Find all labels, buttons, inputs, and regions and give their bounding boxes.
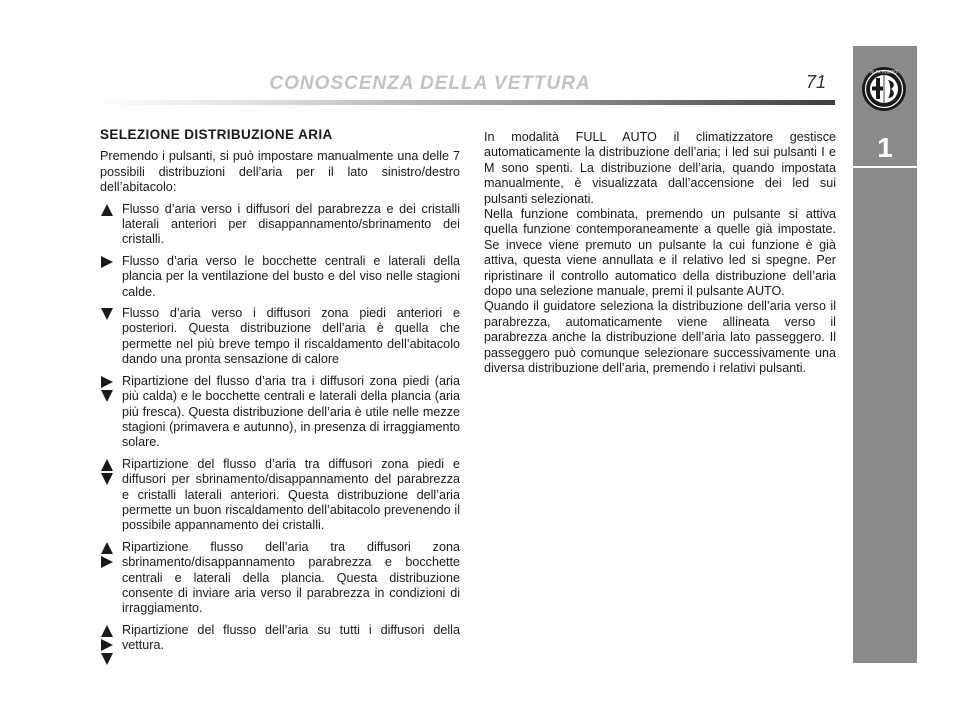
distribution-item-text: Flusso d’aria verso i diffusori zona piedi anteriori e posteriori. Questa distribuzione dell’aria è quella che permette nel più breve tempo il riscaldamento dell’abitacolo dando una pronta sensazione di calore — [122, 306, 460, 367]
distribution-item-text: Ripartizione flusso dell’aria tra diffusori zona sbrinamento/disappannamento parabrezza e bocchette centrali e laterali della plancia. Questa distribuzione consente di inviare aria verso il parabrezza in condizioni di irraggiamento. — [122, 539, 460, 616]
distribution-item-text: Ripartizione del flusso d’aria tra i diffusori zona piedi (aria più calda) e le bocchette centrali e laterali della plancia (aria più fresca). Questa distribuzione dell’aria è utile nelle mezze stagioni (primavera e autunno), in presenza di irraggiamento solare. — [122, 373, 460, 450]
triangle-down-icon — [100, 389, 114, 403]
distribution-item-text: Ripartizione del flusso d’aria tra diffusori zona piedi e diffusori per sbrinamento/disappannamento del parabrezza e cristalli laterali anteriori. Questa distribuzione dell’aria permette un buon riscaldamento dell’abitacolo prevenendo il possibile appannamento dei cristalli. — [122, 456, 460, 533]
triangle-up-icon — [100, 624, 114, 638]
distribution-item-text: Flusso d’aria verso le bocchette centrali e laterali della plancia per la ventilazione del busto e del viso nelle stagioni calde. — [122, 253, 460, 299]
triangle-up-icon — [100, 541, 114, 555]
airflow-icons — [100, 623, 122, 666]
triangle-down-icon — [100, 307, 114, 321]
triangle-right-icon — [100, 255, 114, 269]
section-title: SELEZIONE DISTRIBUZIONE ARIA — [100, 127, 333, 142]
triangle-right-icon — [100, 638, 114, 652]
distribution-item-text: Ripartizione del flusso dell’aria su tutti i diffusori della vettura. — [122, 622, 460, 653]
triangle-right-icon — [100, 555, 114, 569]
triangle-up-icon — [100, 458, 114, 472]
airflow-icons — [100, 540, 122, 617]
body-paragraph: In modalità FULL AUTO il climatizzatore gestisce automaticamente la distribuzione dell’aria; i led sui pulsanti I e M sono spenti. La distribuzione dell’aria, quando impostata manualmente, è visualizzata dall’accensione dei led sui pulsanti selezionati. — [484, 130, 836, 206]
body-paragraph: Quando il guidatore seleziona la distribuzione dell’aria verso il parabrezza, automaticamente viene allineata verso il parabrezza anche la distribuzione dell’aria lato passeggero. Il passeggero può comunque selezionare successivamente una diversa distribuzione dell’aria, premendo i relativi pulsanti. — [484, 299, 836, 376]
page-number: 71 — [806, 72, 827, 92]
triangle-up-icon — [100, 203, 114, 217]
airflow-icons — [100, 374, 122, 451]
chapter-number: 1 — [877, 132, 893, 163]
distribution-item — [100, 623, 460, 666]
distribution-item — [100, 374, 460, 451]
airflow-icons — [100, 457, 122, 534]
distribution-item — [100, 202, 460, 248]
triangle-down-icon — [100, 652, 114, 666]
header-title: CONOSCENZA DELLA VETTURA — [269, 73, 591, 94]
distribution-item — [100, 540, 460, 617]
triangle-down-icon — [100, 472, 114, 486]
chapter-side-tab — [853, 46, 917, 663]
alfa-romeo-badge-icon — [861, 66, 907, 112]
airflow-icons — [100, 254, 122, 300]
intro-paragraph: Premendo i pulsanti, si può impostare manualmente una delle 7 possibili distribuzioni dell’aria per il lato sinistro/destro dell’abitacolo: — [100, 149, 460, 195]
distribution-item — [100, 254, 460, 300]
distribution-item-text: Flusso d’aria verso i diffusori del parabrezza e dei cristalli laterali anteriori per disappannamento/sbrinamento dei cristalli. — [122, 201, 460, 247]
header-rule — [98, 100, 835, 105]
airflow-icons — [100, 202, 122, 248]
triangle-right-icon — [100, 375, 114, 389]
distribution-item — [100, 457, 460, 534]
distribution-item — [100, 306, 460, 368]
svg-text:ALFA ROMEO: ALFA ROMEO — [870, 69, 898, 75]
body-paragraph: Nella funzione combinata, premendo un pulsante si attiva quella funzione contemporaneamente a quelle già impostate. Se invece viene premuto un pulsante la cui funzione è già attiva, questa viene annullata e il relativo led si spegne. Per ripristinare il controllo automatico della distribuzione dell’aria dopo una selezione manuale, premi il pulsante AUTO. — [484, 207, 836, 299]
left-column — [100, 127, 460, 666]
right-column — [484, 130, 836, 377]
airflow-icons — [100, 306, 122, 368]
tab-divider — [853, 166, 917, 168]
distribution-list — [100, 202, 460, 666]
